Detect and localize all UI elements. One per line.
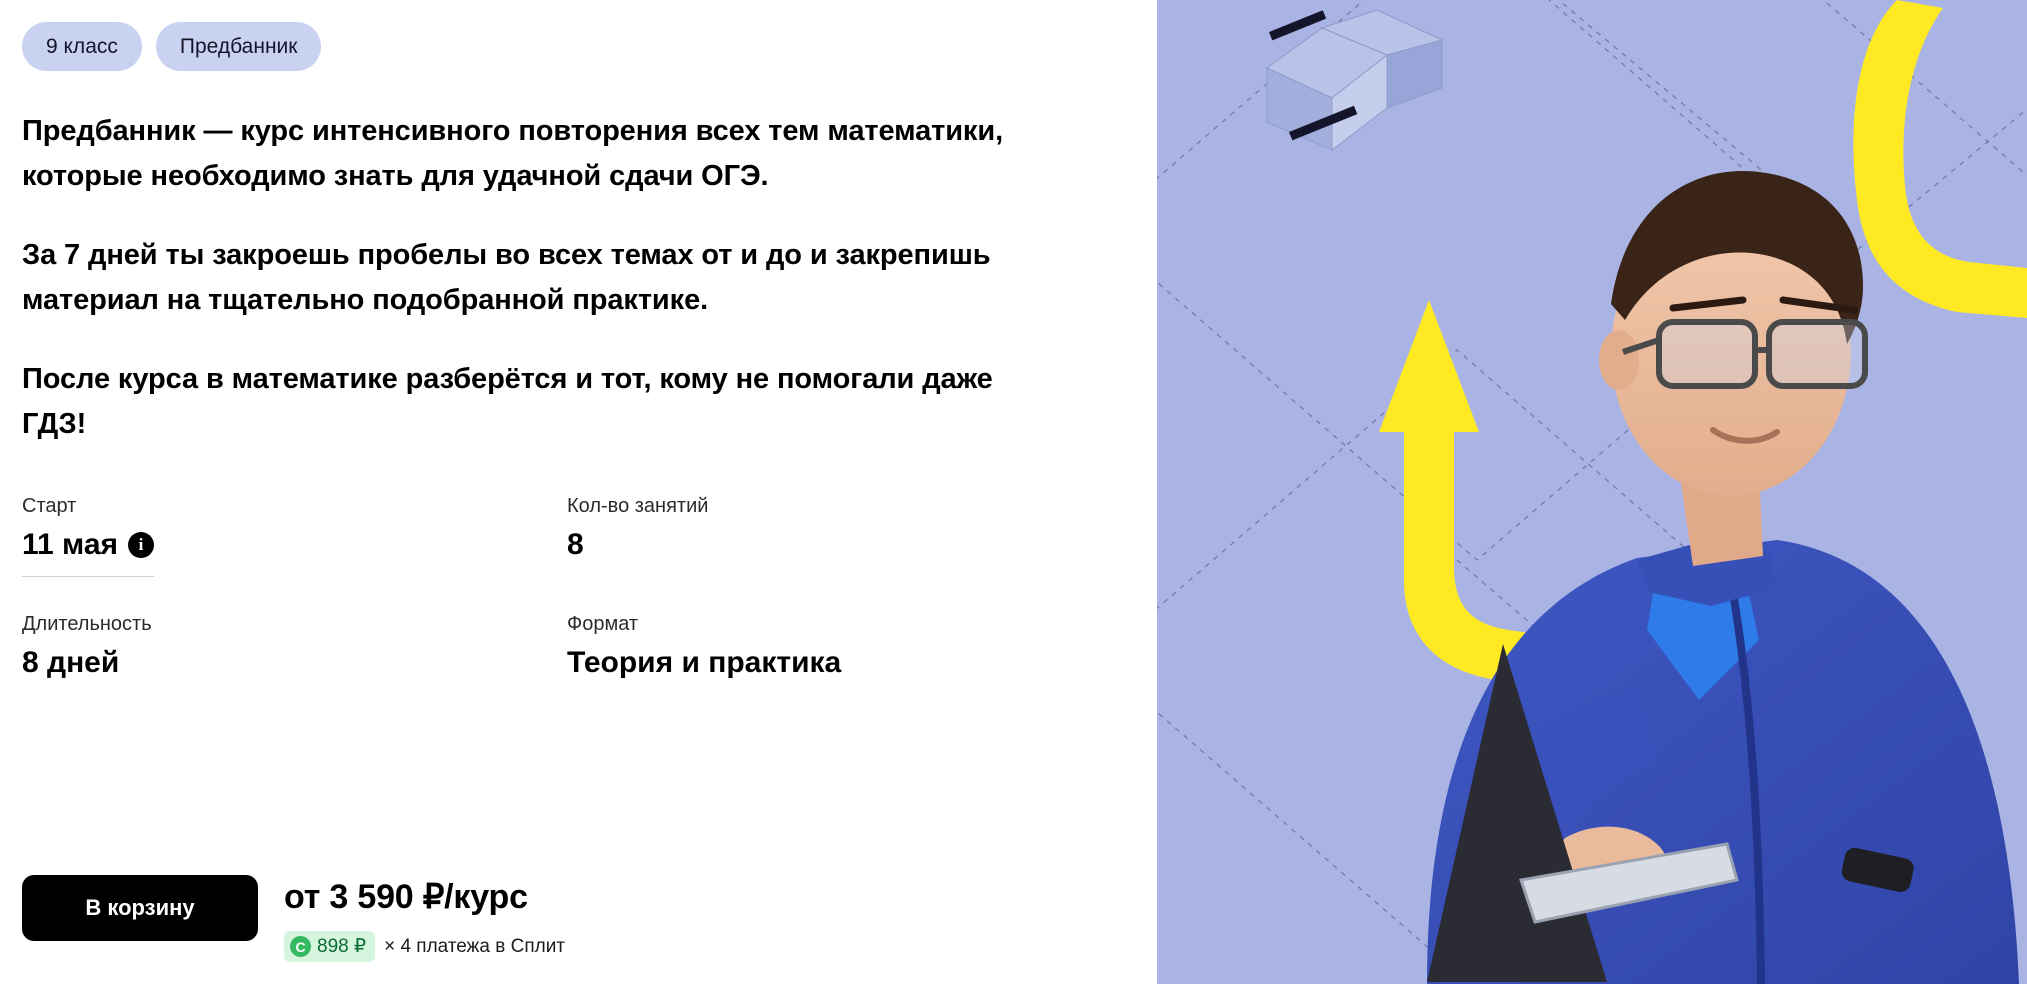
split-payment-row xyxy=(284,931,565,962)
tag-list xyxy=(22,22,1157,71)
fact-lessons-count xyxy=(567,495,1062,577)
description-paragraph-2: За 7 дней ты закроешь пробелы во всех темах от и до и закрепишь материал на тщательно подобранной практике. xyxy=(22,238,991,316)
fact-format xyxy=(567,613,1062,680)
course-description xyxy=(22,109,1052,447)
fact-start-date-label: Старт xyxy=(22,494,77,517)
split-badge xyxy=(284,931,375,962)
price-block xyxy=(284,875,565,962)
fact-format-value: Теория и практика xyxy=(567,645,842,679)
tag-course-name[interactable]: Предбанник xyxy=(156,22,322,71)
tag-grade[interactable]: 9 класс xyxy=(22,22,142,71)
purchase-bar xyxy=(22,875,565,962)
price-value: от 3 590 ₽/курс xyxy=(284,878,528,916)
fact-start-date xyxy=(22,495,567,577)
instructor-photo xyxy=(1307,0,2027,984)
fact-duration-label: Длительность xyxy=(22,612,152,635)
fact-lessons-count-value: 8 xyxy=(567,527,584,561)
course-hero-image xyxy=(1157,0,2027,984)
split-logo-icon: C xyxy=(290,936,311,957)
course-facts xyxy=(22,495,1062,680)
info-icon[interactable]: i xyxy=(128,532,154,558)
add-to-cart-button[interactable]: В корзину xyxy=(22,875,258,941)
description-paragraph-1: Предбанник — курс интенсивного повторения всех тем математики, которые необходимо знать для удачной сдачи ОГЭ. xyxy=(22,115,1004,192)
split-badge-amount: 898 ₽ xyxy=(317,936,367,957)
fact-lessons-count-label: Кол-во занятий xyxy=(567,494,709,517)
description-paragraph-3: После курса в математике разберётся и тот, кому не помогали даже ГДЗ! xyxy=(22,362,993,440)
fact-duration xyxy=(22,613,567,680)
fact-start-date-value: 11 мая xyxy=(22,527,119,561)
split-description: × 4 платежа в Сплит xyxy=(384,935,566,957)
fact-format-label: Формат xyxy=(567,612,639,635)
fact-duration-value: 8 дней xyxy=(22,645,120,679)
fact-start-date-value-row xyxy=(22,528,154,562)
